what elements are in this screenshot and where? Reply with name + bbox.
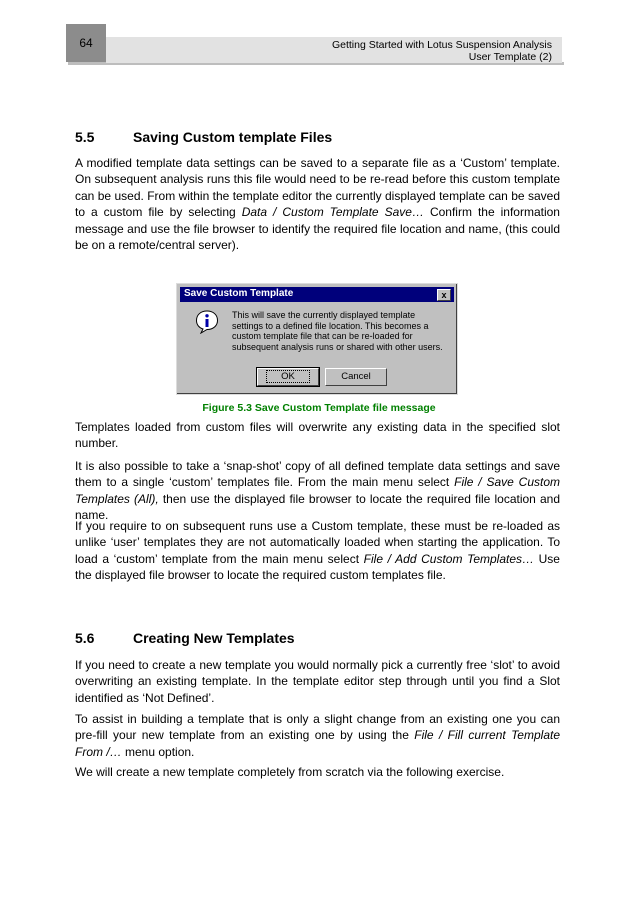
paragraph bbox=[75, 711, 560, 760]
menu-path: Data / Custom Template Save… bbox=[241, 205, 424, 220]
close-button[interactable]: x bbox=[437, 289, 451, 301]
save-custom-template-dialog bbox=[176, 283, 458, 395]
text-run: Confirm the information message and use the file browser to identify the required file location and name, (this could be on a remote/central server). bbox=[75, 205, 560, 253]
text-run: menu option. bbox=[121, 744, 195, 759]
menu-path: File / Save Custom Templates (All), bbox=[75, 475, 560, 506]
ok-button[interactable] bbox=[257, 368, 319, 386]
paragraph bbox=[75, 458, 560, 524]
section-number: 5.5 bbox=[75, 129, 95, 145]
header-title-line2: User Template (2) bbox=[468, 51, 552, 63]
text-run: It is also possible to take a ‘snap-shot’ copy of all defined template data settings and save them to a single ‘custom’ templates file. From the main menu select bbox=[75, 459, 560, 490]
section-heading-5-5 bbox=[75, 129, 332, 145]
section-title: Creating New Templates bbox=[133, 630, 295, 646]
dialog-message: This will save the currently displayed template settings to a defined file location. This becomes a custom template file that can be re-loaded for subsequent analysis runs or shared with other users. bbox=[232, 310, 443, 352]
paragraph bbox=[75, 155, 560, 253]
figure-caption: Figure 5.3 Save Custom Template file message bbox=[202, 402, 436, 414]
paragraph: If you need to create a new template you would normally pick a currently free ‘slot’ to avoid overwriting an existing template. In the template editor step through until you find a Slot identified as ‘Not Defined’. bbox=[75, 658, 560, 705]
header-title bbox=[332, 39, 552, 63]
header-title-line1: Getting Started with Lotus Suspension Analysis bbox=[331, 39, 552, 51]
dialog-title: Save Custom Template bbox=[184, 288, 294, 299]
section-title: Saving Custom template Files bbox=[133, 129, 333, 145]
dialog-titlebar bbox=[180, 287, 454, 302]
menu-path: File / Fill current Template From /… bbox=[75, 728, 561, 759]
text-run: If you require to on subsequent runs use a Custom template, these must be re-loaded as unlike ‘user’ templates they are not automatically loaded when starting the application. To load a ‘custom’ template from the main menu select bbox=[75, 519, 560, 566]
running-header bbox=[106, 37, 562, 63]
section-number: 5.6 bbox=[75, 630, 95, 646]
cancel-button[interactable]: Cancel bbox=[325, 368, 387, 386]
menu-path: File / Add Custom Templates… bbox=[363, 551, 535, 566]
paragraph: Templates loaded from custom files will overwrite any existing data in the specified slot number. bbox=[75, 420, 560, 451]
info-icon bbox=[195, 310, 219, 334]
text-run: then use the displayed file browser to locate the required file location and name. bbox=[75, 491, 560, 523]
text-run: To assist in building a template that is only a slight change from an existing one you can pre-fill your new template from an existing one by using the bbox=[75, 712, 560, 743]
text-run: A modified template data settings can be saved to a separate file as a ‘Custom’ template. On subsequent analysis runs this file would need to be re-read before this custom template can be used. From within the template editor the currently displayed template can be saved to a custom file by selecting bbox=[75, 156, 560, 220]
ok-label: OK bbox=[266, 370, 310, 383]
paragraph: We will create a new template completely from scratch via the following exercise. bbox=[75, 765, 505, 779]
section-heading-5-6 bbox=[75, 630, 295, 646]
page-number: 64 bbox=[66, 24, 106, 62]
text-run: Use the displayed file browser to locate the required custom templates file. bbox=[75, 551, 560, 583]
paragraph bbox=[75, 518, 560, 584]
